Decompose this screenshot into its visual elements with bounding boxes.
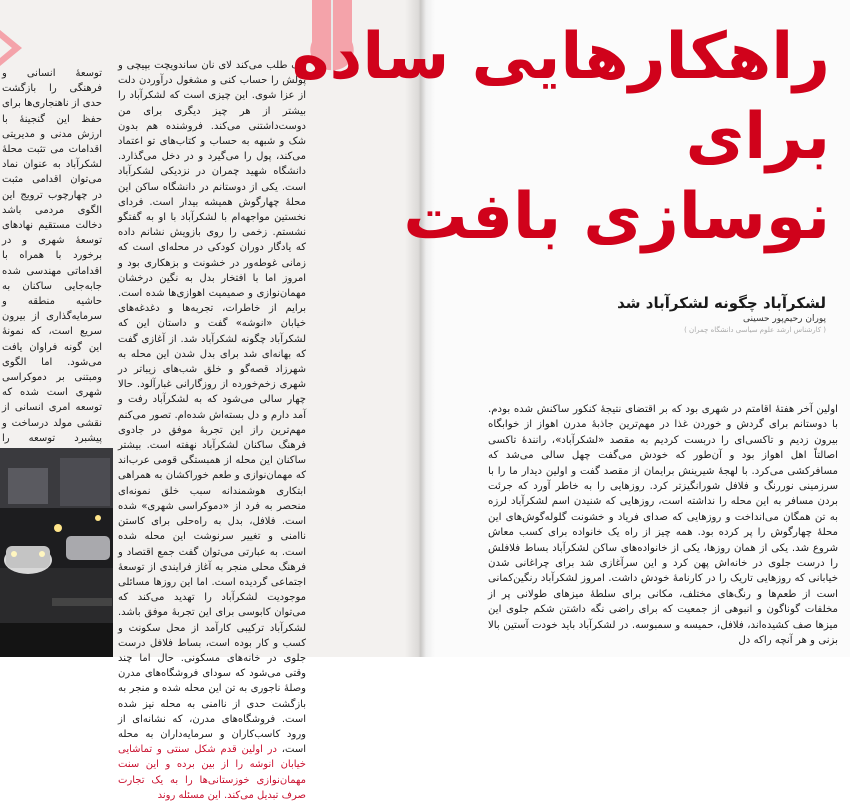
title-line-2: برای	[685, 100, 830, 174]
middle-column-text: تنگ طلب می‌کند لای نان ساندویچت بپیچی و پولش را حساب کنی و مشغول درآوردن دلت از عزا شوی. این چیزی است که لشکرآباد را بیشتر از هر چیز دیگری برای من دوست‌داشتنی می‌کند. فروشنده هم بدون شک و شبهه به حساب و کتاب‌های تو اعتماد می‌کند، پول را می‌گیرد و در دخل می‌گذارد. دانشگاه شهید چمران در نزدیکی لشکرآباد است. یکی از دوستانم در دانشگاه ساکن این محلهٔ چهارگوش همیشه بیدار است. فردای نخستین مواجهه‌ام با لشکرآباد با او به گفتگو نشستم. زخمی را روی بازویش نشانم داده که یادگار دوران کودکی در محله‌ای است که زمانی غوطه‌ور در خشونت و بزهکاری بود و امروز اما با افتخار بدل به نگین درخشان مهمان‌نوازی و صمیمیت اهوازی‌ها شده است. برایم از خاطرات، تجربه‌ها و دغدغه‌های خیابان «انوشه» گفت و داستان این که لشکرآباد چگونه لشکرآباد شد. از آغازی گفت که بهانه‌ای شد برای بدل شدن این محله به شهرزاد قصه‌گو و خلق شب‌های زیباتر در شهری زخم‌خورده از روزگارانی غبارآلود. حالا چهار سالی می‌شود که به لشکرآباد رفت و آمد دارم و دل بسته‌اش شده‌ام. تصور می‌کنم مهم‌ترین راز این تجربهٔ موفق در جادوی فرهنگ ساکنان لشکرآباد نهفته است. بیشتر ساکنان این محله از همبستگی قومی عرب‌اند که مهمان‌نوازی و طعم خوراکشان به همراهی ابتکاری هوشمندانه سبب خلق نمونه‌ای منحصر به فرد از «دموکراسی شهری» شده است. فلافل، بدل به راه‌حلی برای کاستن ناامنی و تغییر سرنوشت این محله شده است. به عبارتی می‌توان گفت جمع اقتصاد و فرهنگ محلی منجر به آغاز فرایندی از توسعهٔ اجتماعی گردیده است. اما این روزها مسائلی موجودیت لشکرآباد را تهدید می‌کند که می‌توان کابوسی برای این تجربهٔ موفق باشد. لشکرآباد ترکیبی کارآمد از محل سکونت و کسب و کار بوده است، بساط فلافل درست جلوی در خانه‌های مسکونی. حال اما چند وقتی می‌شود که سودای فروشگاه‌های مدرن وصلهٔ ناجوری به تن این محله شده و منجر به بازگشت حدی از ناامنی به محله نیز شده است. فروشگاه‌های مدرن، که نشانه‌ای از ورود کاسب‌کاران و سرمایه‌داران به محله است،	[118, 60, 306, 756]
middle-column-highlight: در اولین قدم شکل سنتی و تماشایی خیابان انوشه را از بین برده و این سنت مهمان‌نوازی خوزستانی‌ها را به یک تجارت صرف تبدیل می‌کند. این مسئله روند	[118, 744, 306, 801]
article-subtitle: لشکرآباد چگونه لشکرآباد شد	[617, 294, 826, 312]
right-text-column	[488, 402, 838, 654]
article-title	[291, 18, 830, 308]
author-caption: ( کارشناس ارشد علوم سیاسی دانشگاه چمران )	[684, 326, 826, 334]
left-column-text: توسعهٔ انسانی و فرهنگی را بازگشت حدی از ناهنجاری‌ها برای حفظ این گنجینهٔ با ارزش مدنی و مدیریتی اقدامات می تثبت محلهٔ لشکرآباد به عنوان نماد می‌توان اقدامی مثبت در چهارچوب ترویج این الگوی مردمی باشد دخالت مستقیم نهادهای توسعهٔ شهری و در برخورد با همراه با اقداماتی مهندسی شده جابه‌جایی ساکنان به حاشیه منطقه و سرمایه‌گذاری از بیرون سریع است، که نمونهٔ این گونه فراوان یافت می‌شود. اما الگوی ومبتنی بر دموکراسی شهری است شده که توسعه امری انسانی از نقشی مولد درساخت و پیشبرد توسعه را	[2, 68, 102, 444]
right-column-text: اولین آخر هفتهٔ اقامتم در شهری بود که بر اقتضای نتیجهٔ کنکور ساکنش شده بودم. با دوستانم برای گردش و خوردن غذا در مهم‌ترین جاذبهٔ مدرن اهواز از خوابگاه بیرون زدیم و تاکسی‌ای را دربست کردیم به مقصد «لشکرآباد»، رانندهٔ تاکسی اصالتاً اهل اهواز بود و آن‌طور که خودش می‌گفت چهل سالی می‌شد که مسافرکشی می‌کرد. با لهجهٔ شیرینش برایمان از مقصد گفت و اولین دیدار ما را با سرزمینی نوررنگ و فلافل شورانگیزتر کرد. روزهایی را به خاطر آورد که جرئت بردن مسافر به این محله را نداشته است، روزهایی که شنیدن اسم لشکرآباد لرزه به تن همگان می‌انداخت و روزهایی که صدای فریاد و خشونت گلوله‌گوش‌های این محلهٔ چهارگوش را پر کرده بود. همه چیز از راه یک خانواده برای کسب معاش شروع شد. یکی از همان روزها، یکی از خانواده‌های ساکن لشکرآباد بساط فلافلش را درست جلوی در خانه‌اش پهن کرد و این سرآغازی شد برای چراغانی شدن خیابانی که روزهایی تاریک را در کارنامهٔ خودش داشت. امروز لشکرآباد رنگین‌کمانی است از طعم‌ها و رنگ‌های مختلف، مکانی برای سلطهٔ میزهای طولانی پر از مخلفات گوناگون و انبوهی از جمعیت که برای راضی نگه داشتن شکم جلوی این میزها صف کشیده‌اند، فلافل، حمیسه و سمبوسه. در لشکرآباد باید خودت آستین بالا بزنی و هر آنچه راکه دل	[488, 404, 838, 647]
page-gutter	[405, 0, 435, 657]
title-line-1: راهکارهایی ساده	[291, 20, 830, 94]
street-night-photo	[0, 448, 113, 657]
middle-text-column	[118, 58, 306, 801]
title-line-3: نوسازی بافت	[403, 180, 830, 254]
left-text-column	[2, 66, 102, 448]
author-name: پوران رحیم‌پور حسینی	[743, 314, 826, 324]
corner-chevron-icon	[0, 28, 24, 68]
left-page	[0, 0, 420, 801]
